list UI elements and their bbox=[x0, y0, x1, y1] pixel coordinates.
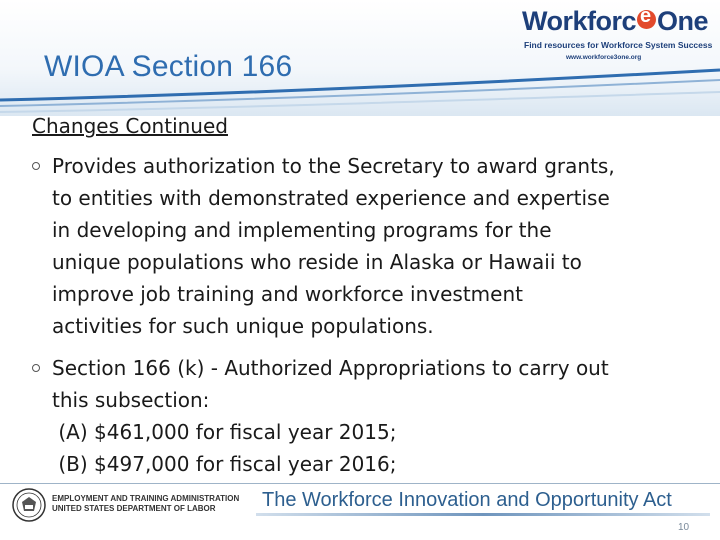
logo-url: www.workforce3one.org bbox=[566, 54, 642, 61]
bullet-item bbox=[32, 150, 702, 342]
bullet-item bbox=[32, 352, 702, 480]
bullet-text-line: Section 166 (k) - Authorized Appropriations to carry out bbox=[52, 356, 609, 380]
bullet-text-line: in developing and implementing programs for the bbox=[52, 218, 552, 242]
wioa-banner-underline bbox=[256, 513, 710, 516]
appropriation-line: (A) $461,000 for fiscal year 2015; bbox=[52, 420, 397, 444]
bullet-text-line: this subsection: bbox=[52, 388, 210, 412]
slide-title: WIOA Section 166 bbox=[44, 50, 293, 83]
hollow-circle-bullet-icon bbox=[32, 364, 40, 372]
wioa-banner: The Workforce Innovation and Opportunity Act bbox=[262, 489, 672, 511]
section-subheading: Changes Continued bbox=[32, 114, 228, 138]
bullet-text-line: improve job training and workforce investment bbox=[52, 282, 523, 306]
logo-tagline: Find resources for Workforce System Success bbox=[524, 40, 713, 50]
logo-wordmark-part2: One bbox=[657, 6, 709, 36]
slide-header bbox=[0, 0, 720, 116]
logo-wordmark bbox=[522, 6, 708, 37]
bullet-text-line: activities for such unique populations. bbox=[52, 314, 434, 338]
agency-name: EMPLOYMENT AND TRAINING ADMINISTRATION bbox=[52, 494, 240, 503]
dol-seal-icon bbox=[12, 488, 46, 522]
bullet-text-line: Provides authorization to the Secretary to award grants, bbox=[52, 154, 615, 178]
workforce3one-logo[interactable] bbox=[522, 6, 712, 66]
department-name: UNITED STATES DEPARTMENT OF LABOR bbox=[52, 504, 216, 513]
hollow-circle-bullet-icon bbox=[32, 162, 40, 170]
page-number: 10 bbox=[678, 522, 690, 533]
logo-e-icon bbox=[637, 10, 656, 29]
slide-body bbox=[32, 112, 702, 490]
footer-divider bbox=[0, 483, 720, 484]
dol-agency-text bbox=[52, 494, 239, 514]
appropriation-line: (B) $497,000 for fiscal year 2016; bbox=[52, 452, 397, 476]
bullet-text-line: to entities with demonstrated experience and expertise bbox=[52, 186, 610, 210]
logo-wordmark-part1: Workforc bbox=[522, 6, 637, 36]
bullet-text-line: unique populations who reside in Alaska or Hawaii to bbox=[52, 250, 582, 274]
